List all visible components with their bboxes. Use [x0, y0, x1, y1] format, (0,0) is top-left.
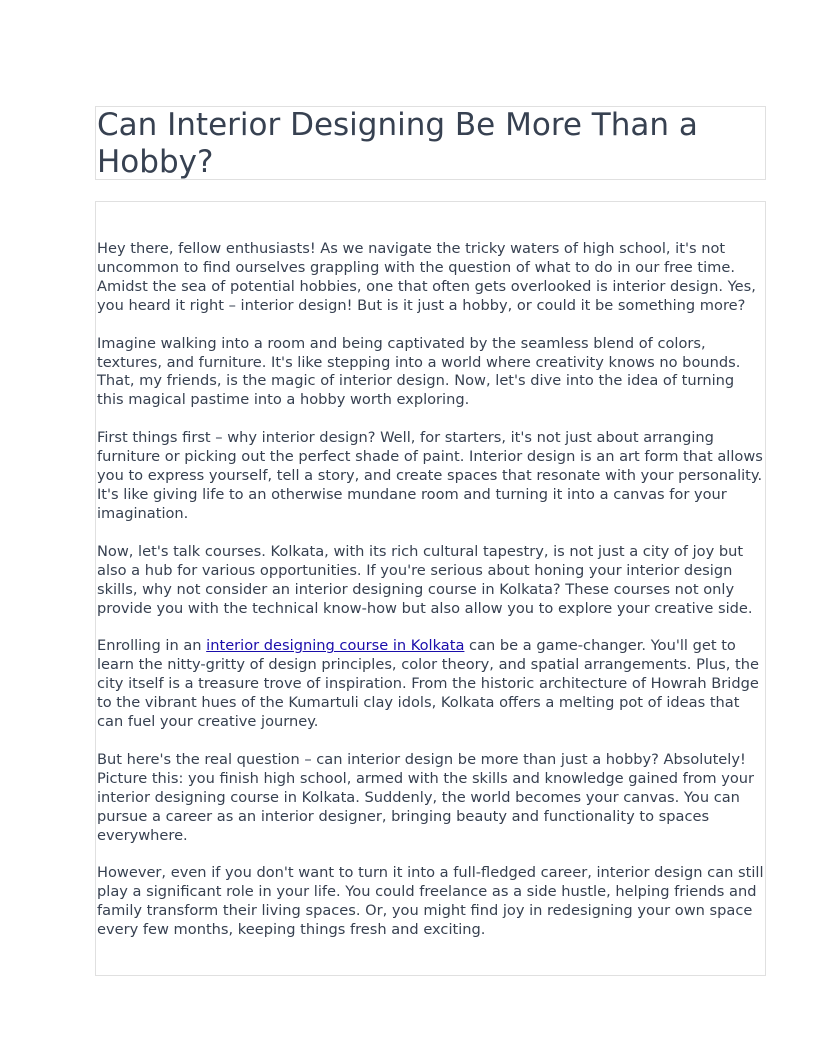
- page-title: Can Interior Designing Be More Than a Hobby?: [97, 107, 698, 180]
- paragraph-enrolling: [97, 637, 765, 732]
- paragraph-however: However, even if you don't want to turn it into a full-fledged career, interior design can still play a significant role in your life. You could freelance as a side hustle, helping friends and family transform their living spaces. Or, you might find joy in redesigning your own space every few months, keeping things fresh and exciting.: [97, 864, 764, 939]
- paragraph-courses: Now, let's talk courses. Kolkata, with its rich cultural tapestry, is not just a city of joy but also a hub for various opportunities. If you're serious about honing your interior design skills, why not consider an interior designing course in Kolkata? These courses not only provide you with the technical know-how but also allow you to explore your creative side.: [97, 542, 753, 617]
- paragraph-why: First things first – why interior design? Well, for starters, it's not just about arranging furniture or picking out the perfect shade of paint. Interior design is an art form that allows you to express yourself, tell a story, and create spaces that resonate with your personality. It's like giving life to an otherwise mundane room and turning it into a canvas for your imagination.: [97, 429, 763, 522]
- article-body: [95, 201, 766, 976]
- enrolling-text-after: can be a game-changer. You'll get to learn the nitty-gritty of design principles, color theory, and spatial arrangements. Plus, the city itself is a treasure trove of inspiration. From the historic architecture of Howrah Bridge to the vibrant hues of the Kumartuli clay idols, Kolkata offers a melting pot of ideas that can fuel your creative journey.: [97, 637, 759, 731]
- course-link[interactable]: interior designing course in Kolkata: [206, 637, 465, 655]
- paragraph-imagine: Imagine walking into a room and being captivated by the seamless blend of colors, textures, and furniture. It's like stepping into a world where creativity knows no bounds. That, my friends, is the magic of interior design. Now, let's dive into the idea of turning this magical pastime into a hobby worth exploring.: [97, 334, 741, 409]
- paragraph-real-question: But here's the real question – can interior design be more than just a hobby? Absolutely! Picture this: you finish high school, armed with the skills and knowledge gained from your interior designing course in Kolkata. Suddenly, the world becomes your canvas. You can pursue a career as an interior designer, bringing beauty and functionality to spaces everywhere.: [97, 750, 755, 844]
- paragraph-intro: Hey there, fellow enthusiasts! As we navigate the tricky waters of high school, it's not uncommon to find ourselves grappling with the question of what to do in our free time. Amidst the sea of potential hobbies, one that often gets overlooked is interior design. Yes, you heard it right – interior design! But is it just a hobby, or could it be something more?: [97, 240, 756, 314]
- enrolling-text-before: Enrolling in an: [97, 637, 207, 655]
- article-content: [97, 240, 765, 959]
- title-box: [95, 106, 766, 180]
